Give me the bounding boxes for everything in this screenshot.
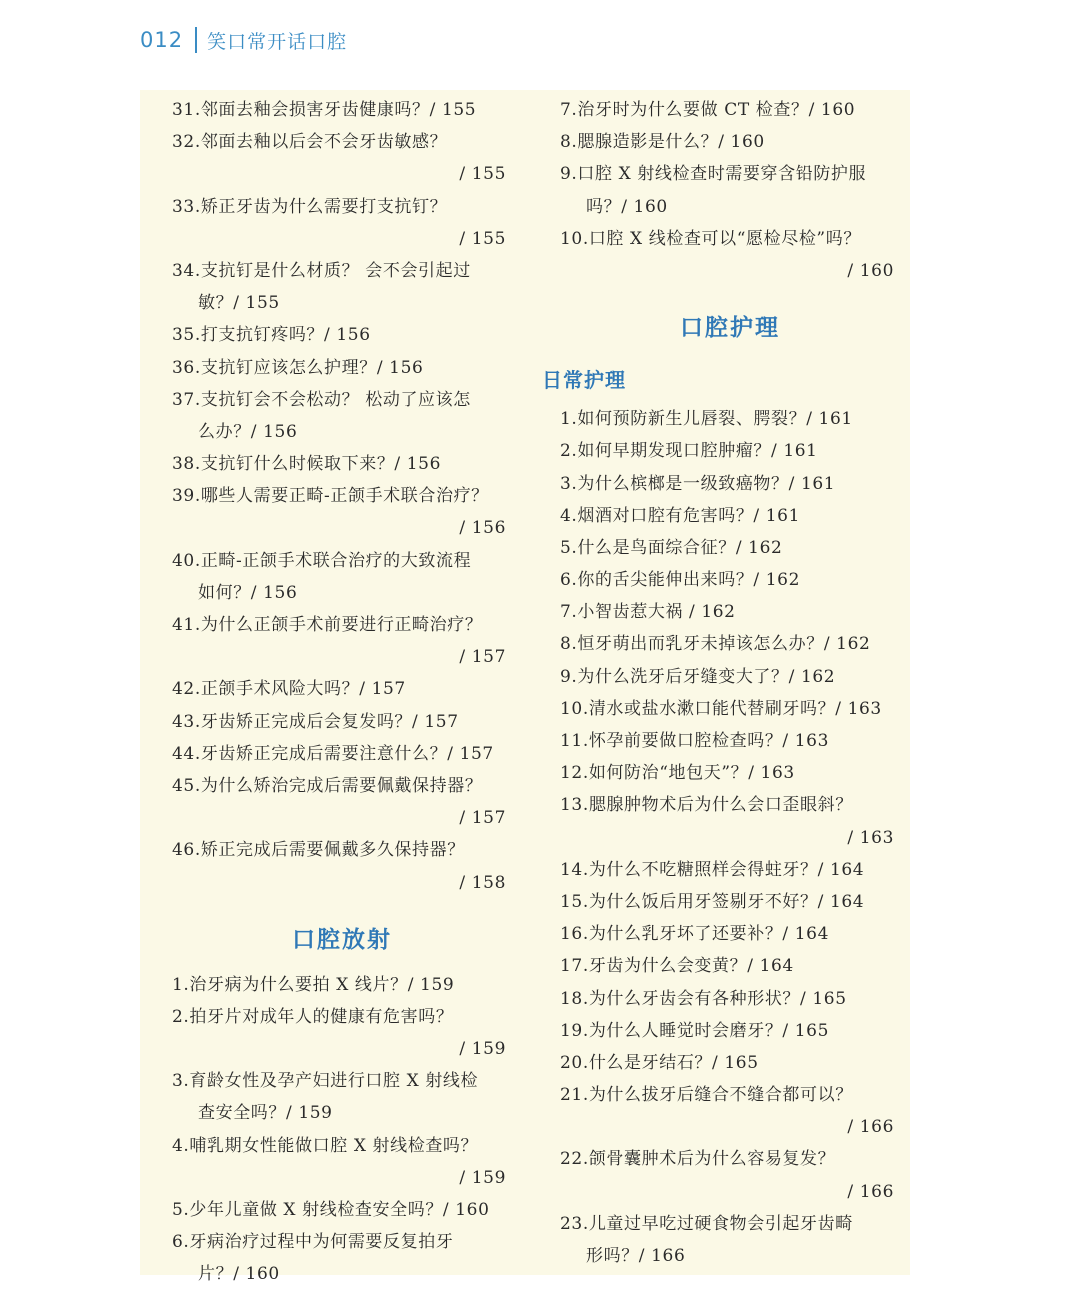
toc-entry: 7.小智齿惹大祸 / 162: [560, 602, 736, 623]
toc-entry: 21.为什么拔牙后缝合不缝合都可以？: [560, 1085, 853, 1106]
toc-entry: 16.为什么乳牙坏了还要补？/ 164: [560, 924, 830, 945]
toc-page-ref: / 166: [847, 1181, 894, 1202]
toc-entry: 10.清水或盐水漱口能代替刷牙吗？/ 163: [560, 698, 882, 719]
toc-entry: 8.腮腺造影是什么？/ 160: [560, 132, 765, 153]
toc-entry: 38.支抗钉什么时候取下来？/ 156: [172, 454, 442, 475]
header-divider: [195, 27, 197, 53]
toc-page-ref: / 160: [847, 260, 894, 281]
toc-page-ref: / 166: [847, 1117, 894, 1138]
toc-page-ref: / 158: [459, 872, 506, 893]
toc-entry: 45.为什么矫治完成后需要佩戴保持器？: [172, 775, 483, 796]
toc-entry: 11.怀孕前要做口腔检查吗？/ 163: [560, 731, 830, 751]
toc-entry: 31.邻面去釉会损害牙齿健康吗？/ 155: [172, 100, 477, 120]
toc-entry: 1.如何预防新生儿唇裂、腭裂？/ 161: [560, 409, 853, 430]
toc-entry: 6.你的舌尖能伸出来吗？/ 162: [560, 570, 800, 591]
page-number: 012: [140, 28, 184, 52]
toc-entry: 15.为什么饭后用牙签剔牙不好？/ 164: [560, 891, 865, 912]
toc-entry: 41.为什么正颌手术前要进行正畸治疗？: [172, 615, 483, 635]
page-header: [140, 24, 347, 56]
toc-entry-continued: 查安全吗？/ 159: [198, 1103, 333, 1124]
toc-entry-continued: 吗？/ 160: [586, 196, 668, 217]
toc-entry: 20.什么是牙结石？/ 165: [560, 1052, 759, 1073]
toc-entry: 10.口腔 X 线检查可以“愿检尽检”吗？: [560, 228, 861, 249]
subheading-daily-care: 日常护理: [542, 368, 626, 393]
toc-entry: 35.打支抗钉疼吗？/ 156: [172, 325, 371, 346]
toc-entry: 2.拍牙片对成年人的健康有危害吗？: [172, 1006, 454, 1027]
toc-entry: 34.支抗钉是什么材质？ 会不会引起过: [172, 260, 471, 281]
toc-entry: 44.牙齿矫正完成后需要注意什么？/ 157: [172, 743, 494, 764]
toc-page-ref: / 159: [459, 1167, 506, 1188]
toc-entry: 4.哺乳期女性能做口腔 X 射线检查吗？: [172, 1135, 479, 1156]
toc-entry: 36.支抗钉应该怎么护理？/ 156: [172, 357, 424, 378]
book-title: 笑口常开话口腔: [207, 30, 348, 53]
toc-entry: 46.矫正完成后需要佩戴多久保持器？: [172, 840, 465, 861]
toc-entry: 9.为什么洗牙后牙缝变大了？/ 162: [560, 666, 836, 687]
toc-entry: 6.牙病治疗过程中为何需要反复拍牙: [172, 1232, 454, 1253]
toc-entry-continued: 形吗？/ 166: [586, 1246, 686, 1266]
toc-entry: 37.支抗钉会不会松动？ 松动了应该怎: [172, 389, 471, 410]
toc-entry: 40.正畸-正颌手术联合治疗的大致流程: [172, 550, 472, 571]
toc-page-ref: / 157: [459, 808, 506, 829]
toc-entry: 9.口腔 X 射线检查时需要穿含铅防护服: [560, 164, 867, 185]
toc-page-ref: / 156: [459, 518, 506, 539]
toc-entry-continued: 片？/ 160: [198, 1264, 280, 1285]
toc-page-ref: / 155: [459, 164, 506, 185]
toc-page-ref: / 159: [459, 1039, 506, 1060]
toc-entry: 33.矫正牙齿为什么需要打支抗钉？: [172, 196, 448, 217]
toc-entry: 17.牙齿为什么会变黄？/ 164: [560, 956, 794, 977]
section-heading-oral-care: 口腔护理: [680, 315, 780, 342]
toc-entry: 4.烟酒对口腔有危害吗？/ 161: [560, 505, 800, 526]
toc-entry-continued: 么办？/ 156: [198, 421, 298, 442]
toc-entry: 32.邻面去釉以后会不会牙齿敏感？: [172, 132, 448, 153]
toc-entry: 5.什么是鸟面综合征？/ 162: [560, 537, 783, 558]
toc-entry: 18.为什么牙齿会有各种形状？/ 165: [560, 988, 847, 1009]
toc-entry: 22.颌骨囊肿术后为什么容易复发？: [560, 1149, 836, 1170]
toc-entry: 8.恒牙萌出而乳牙未掉该怎么办？/ 162: [560, 634, 871, 655]
toc-page-ref: / 155: [459, 228, 506, 249]
toc-entry: 12.如何防治“地包天”？/ 163: [560, 763, 795, 784]
section-heading-radiology: 口腔放射: [292, 926, 392, 953]
toc-page-ref: / 163: [847, 827, 894, 848]
toc-page-ref: / 157: [459, 647, 506, 668]
toc-entry-continued: 敏？/ 155: [198, 293, 280, 314]
toc-entry: 39.哪些人需要正畸-正颌手术联合治疗？: [172, 486, 489, 507]
left-column: [172, 94, 512, 1291]
toc-entry: 23.儿童过早吃过硬食物会引起牙齿畸: [560, 1213, 853, 1234]
toc-entry: 19.为什么人睡觉时会磨牙？/ 165: [560, 1020, 830, 1041]
toc-entry: 43.牙齿矫正完成后会复发吗？/ 157: [172, 711, 459, 732]
right-column: [542, 94, 900, 1272]
toc-entry: 42.正颌手术风险大吗？/ 157: [172, 679, 406, 700]
toc-entry: 2.如何早期发现口腔肿瘤？/ 161: [560, 441, 818, 462]
toc-entry: 1.治牙病为什么要拍 X 线片？/ 159: [172, 974, 455, 995]
toc-entry: 13.腮腺肿物术后为什么会口歪眼斜？: [560, 795, 853, 816]
toc-entry-continued: 如何？/ 156: [198, 582, 298, 603]
toc-entry: 7.治牙时为什么要做 CT 检查？/ 160: [560, 100, 856, 120]
toc-entry: 3.育龄女性及孕产妇进行口腔 X 射线检: [172, 1071, 479, 1092]
toc-entry: 3.为什么槟榔是一级致癌物？/ 161: [560, 473, 836, 494]
toc-entry: 5.少年儿童做 X 射线检查安全吗？/ 160: [172, 1200, 490, 1220]
toc-entry: 14.为什么不吃糖照样会得蛀牙？/ 164: [560, 859, 865, 880]
